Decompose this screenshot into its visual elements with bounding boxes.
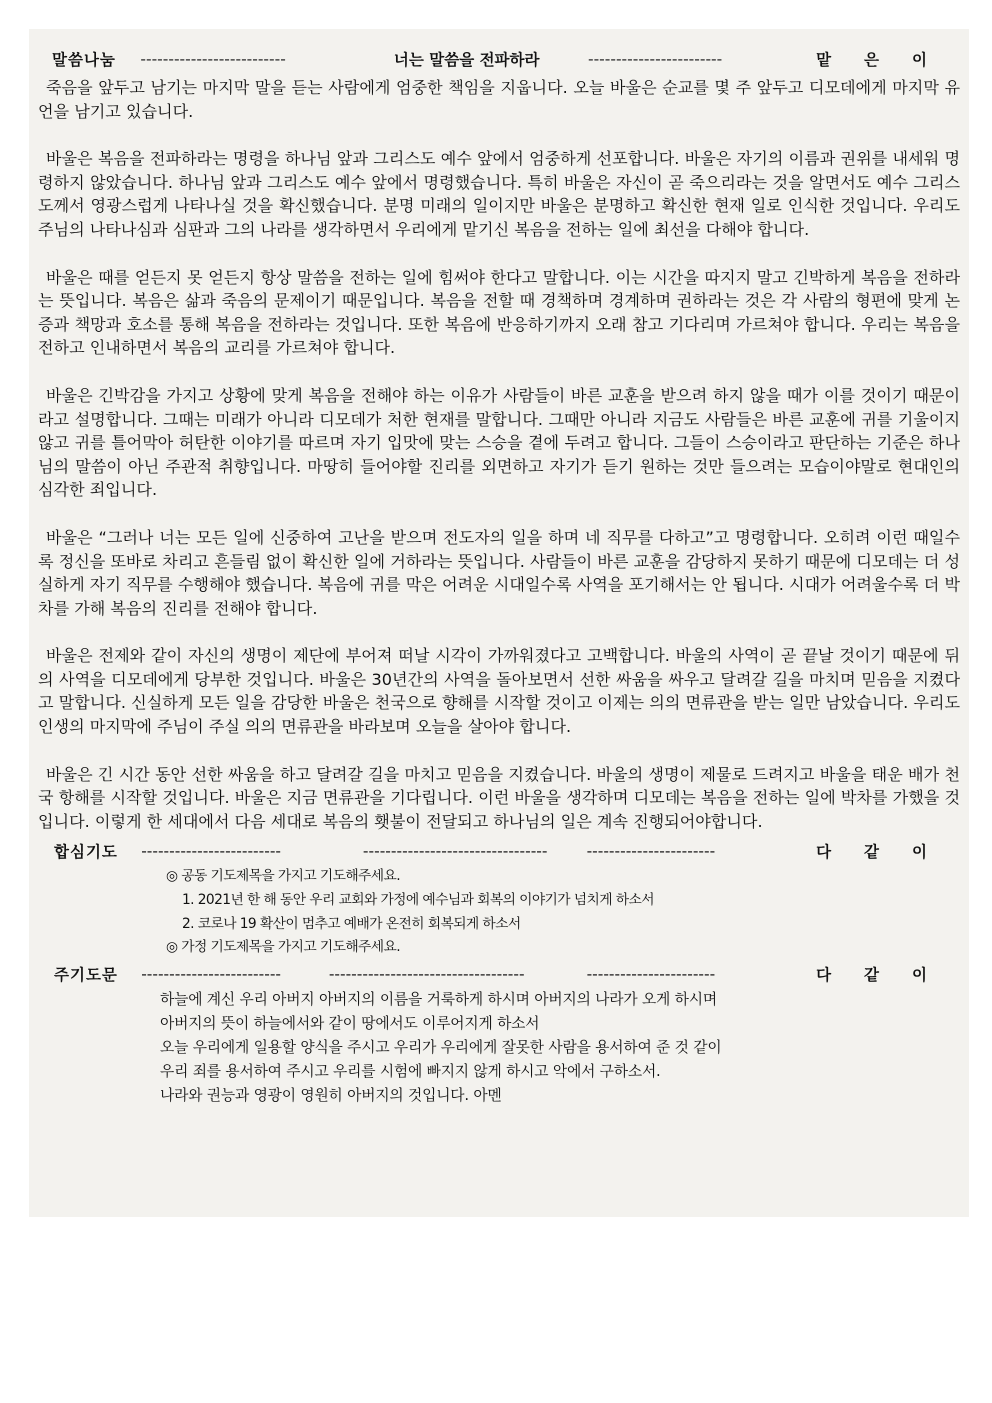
prayer-header (38, 837, 960, 865)
sermon-section-label: 말씀나눔 (52, 51, 116, 69)
bulletin-sheet (29, 29, 969, 1217)
family-prayer-title: ◎ 가정 기도제목을 가지고 기도해주세요. (166, 939, 401, 956)
prayer-items (38, 865, 960, 959)
lords-prayer-line: 아버지의 뜻이 하늘에서와 같이 땅에서도 이루어지게 하소서 (160, 1014, 540, 1032)
lords-prayer-label: 주기도문 (54, 965, 118, 984)
sermon-paragraph: 바울은 복음을 전파하라는 명령을 하나님 앞과 그리스도 예수 앞에서 엄중하게 선포합니다. 바울은 자기의 이름과 권위를 내세워 명령하지 않았습니다. 하나님 앞과 그리스도 예수 앞에서 명령했습니다. 특히 바울은 자신이 곧 죽으리라는 것을 알면서도 예수 그리스도께서 영광스럽게 나타나실 것을 확신했습니다. 분명 미래의 일이지만 바울은 분명하고 확신한 현재 일로 인식한 것입니다. 우리도 주님의 나타나심과 심판과 그의 나라를 생각하면서 우리에게 맡기신 복음을 전하는 일에 최선을 다해야 합니다. (38, 149, 960, 239)
sermon-paragraph: 바울은 긴 시간 동안 선한 싸움을 하고 달려갈 길을 마치고 믿음을 지켰습니다. 바울의 생명이 제물로 드려지고 바울을 태운 배가 천국 항해를 시작할 것입니다. 바울은 지금 면류관을 기다립니다. 이런 바울을 생각하며 디모데는 복음을 전하는 일에 박차를 가했을 것입니다. 이렇게 한 세대에서 다음 세대로 복음의 횃불이 전달되고 하나님의 일은 계속 진행되어야합니다. (38, 764, 960, 831)
common-prayer-title: ◎ 공동 기도제목을 가지고 기도해주세요. (166, 868, 401, 885)
prayer-item: 2. 코로나 19 확산이 멈추고 예배가 온전히 회복되게 하소서 (182, 915, 521, 932)
sermon-paragraph: 바울은 전제와 같이 자신의 생명이 제단에 부어져 떠날 시각이 가까워졌다고 고백합니다. 바울의 사역이 곧 끝날 것이기 때문에 뒤의 사역을 디모데에게 당부한 것입니다. 바울은 30년간의 사역을 돌아보면서 선한 싸움을 싸우고 달려갈 길을 마치며 믿음을 지켰다고 말합니다. 신실하게 모든 일을 감당한 바울은 천국으로 향해를 시작할 것이고 이제는 의의 면류관을 받는 일만 남았습니다. 우리도 인생의 마지막에 주님이 주실 의의 면류관을 바라보며 오늘을 살아야 합니다. (38, 646, 960, 737)
header-divider-right: ------------------------ (588, 50, 723, 68)
lords-prayer-text (38, 988, 960, 1108)
header-divider-left: -------------------------- (140, 50, 286, 68)
sermon-leader: 맡은이 (816, 51, 960, 69)
prayer-leader: 다같이 (816, 843, 960, 862)
lords-prayer-line: 우리 죄를 용서하여 주시고 우리를 시험에 빠지지 않게 하시고 악에서 구하소서. (160, 1062, 661, 1080)
prayer-section-label: 합심기도 (54, 843, 118, 862)
prayer-divider-2: --------------------------------- (362, 842, 548, 861)
prayer-item: 1. 2021년 한 해 동안 우리 교회와 가정에 예수님과 회복의 이야기가 넘치게 하소서 (182, 892, 654, 909)
lords-prayer-divider-3: ----------------------- (586, 964, 716, 983)
sermon-title: 너는 말씀을 전파하라 (393, 51, 540, 69)
sermon-body (38, 76, 960, 833)
lords-prayer-line: 하늘에 계신 우리 아버지 아버지의 이름을 거룩하게 하시며 아버지의 나라가 오게 하시며 (160, 990, 717, 1008)
lords-prayer-divider-1: ------------------------- (141, 964, 282, 983)
lords-prayer-leader: 다같이 (816, 965, 960, 984)
sermon-paragraph: 바울은 “그러나 너는 모든 일에 신중하여 고난을 받으며 전도자의 일을 하며 네 직무를 다하고”고 명령합니다. 오히려 이런 때일수록 정신을 또바로 차리고 흔들림 없이 확신한 일에 거하라는 뜻입니다. 사람들이 바른 교훈을 감당하지 못하기 때문에 디모데는 더 성실하게 자기 직무를 수행해야 했습니다. 복음에 귀를 막은 어려운 시대일수록 사역을 포기해서는 안 됩니다. 시대가 어려울수록 더 박차를 가해 복음의 진리를 전해야 합니다. (38, 527, 960, 618)
lords-prayer-line: 나라와 권능과 영광이 영원히 아버지의 것입니다. 아멘 (160, 1086, 502, 1104)
lords-prayer-divider-2: ----------------------------------- (328, 964, 525, 983)
lords-prayer-header (38, 960, 960, 988)
sermon-header (38, 45, 960, 73)
sermon-paragraph: 바울은 긴박감을 가지고 상황에 맞게 복음을 전해야 하는 이유가 사람들이 바른 교훈을 받으려 하지 않을 때가 이를 것이기 때문이라고 설명합니다. 그때는 미래가 아니라 디모데가 처한 현재를 말합니다. 그때만 아니라 지금도 사람들은 바른 교훈에 귀를 기울이지 않고 귀를 틀어막아 허탄한 이야기를 따르며 자기 입맛에 맞는 스승을 곁에 두려고 합니다. 그들이 스승이라고 판단하는 기준은 하나님의 말씀이 아닌 주관적 취향입니다. 마땅히 들어야할 진리를 외면하고 자기가 듣기 원하는 것만 들으려는 모습이야말로 현대인의 심각한 죄입니다. (38, 385, 960, 500)
lords-prayer-line: 오늘 우리에게 일용할 양식을 주시고 우리가 우리에게 잘못한 사람을 용서하여 준 것 같이 (160, 1038, 722, 1056)
prayer-divider-3: ----------------------- (586, 842, 716, 861)
prayer-divider-1: ------------------------- (141, 842, 282, 861)
sermon-paragraph: 바울은 때를 얻든지 못 얻든지 항상 말씀을 전하는 일에 힘써야 한다고 말합니다. 이는 시간을 따지지 말고 긴박하게 복음을 전하라는 뜻입니다. 복음은 삶과 죽음의 문제이기 때문입니다. 복음을 전할 때 경책하며 경계하며 권하라는 것은 각 사람의 형편에 맞게 논증과 책망과 호소를 통해 복음을 전하라는 것입니다. 또한 복음에 반응하기까지 오래 참고 기다리며 가르쳐야 합니다. 우리는 복음을 전하고 인내하면서 복음의 교리를 가르쳐야 합니다. (38, 267, 960, 358)
sermon-paragraph: 죽음을 앞두고 남기는 마지막 말을 듣는 사람에게 엄중한 책임을 지웁니다. 오늘 바울은 순교를 몇 주 앞두고 디모데에게 마지막 유언을 남기고 있습니다. (38, 78, 960, 121)
